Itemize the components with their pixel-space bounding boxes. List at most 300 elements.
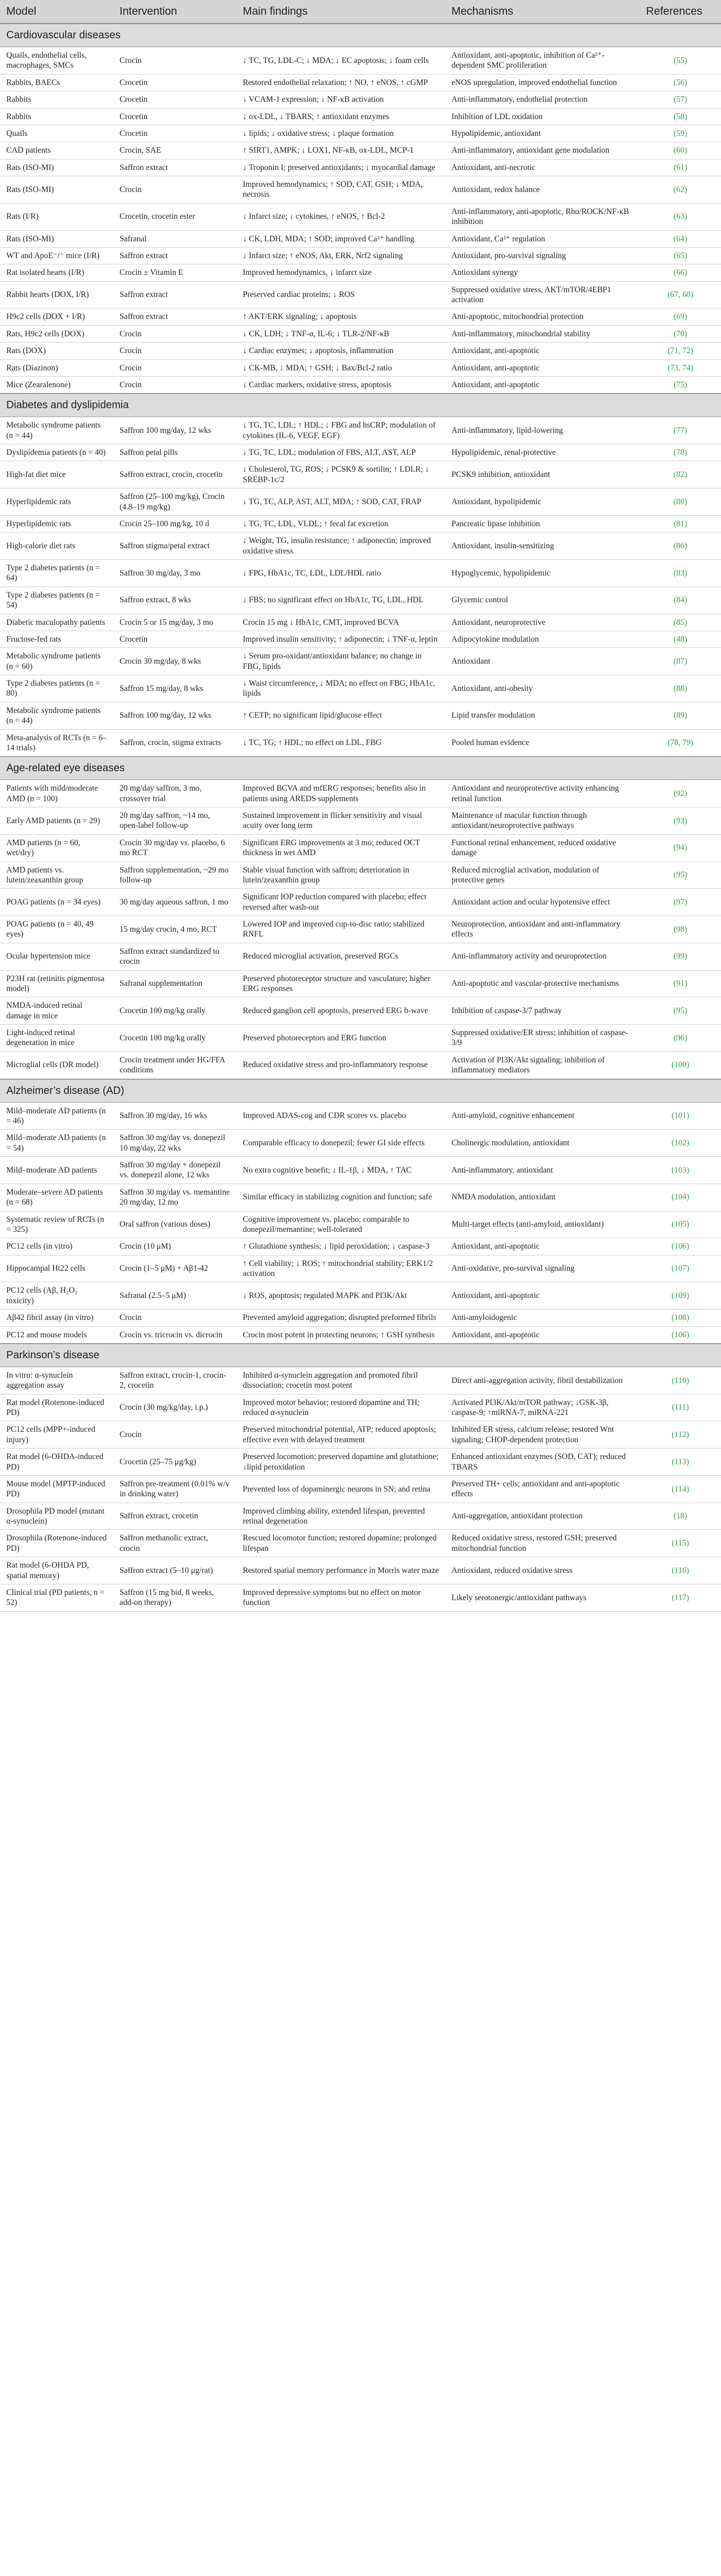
model-cell: Rats (DOX) [0,343,113,359]
findings-cell: Prevented amyloid aggregation; disrupted preformed fibrils [236,1310,445,1326]
findings-cell: Cognitive improvement vs. placebo; comparable to donepezil/memantine; well-tolerated [236,1211,445,1238]
findings-cell: Significant IOP reduction compared with placebo; effect reversed after wash-out [236,889,445,916]
reference-link[interactable]: (63) [640,203,721,230]
reference-link[interactable]: (104) [640,1184,721,1211]
reference-link[interactable]: (110) [640,1367,721,1394]
reference-link[interactable]: (113) [640,1449,721,1476]
model-cell: PC12 cells (MPP+-induced injury) [0,1421,113,1449]
model-cell: PC12 and mouse models [0,1326,113,1344]
reference-link[interactable]: (78, 79) [640,729,721,757]
reference-link[interactable]: (71, 72) [640,343,721,359]
header-mechanisms: Mechanisms [445,0,640,24]
findings-cell: Rescued locomotor function; restored dopamine; prolonged lifespan [236,1530,445,1557]
reference-link[interactable]: (109) [640,1282,721,1310]
intervention-cell: 20 mg/day saffron, ~14 mo, open-label follow-up [113,807,236,835]
intervention-cell: Saffron supplementation, ~29 mo follow-up [113,861,236,889]
mechanisms-cell: Hypoglycemic, hypolipidemic [445,560,640,587]
mechanisms-cell: Anti-amyloidogenic [445,1310,640,1326]
table-row [0,308,721,325]
table-row [0,1449,721,1476]
intervention-cell: Saffron extract (5–10 μg/rat) [113,1557,236,1584]
reference-link[interactable]: (96) [640,1025,721,1052]
reference-link[interactable]: (106) [640,1326,721,1344]
table-row [0,1211,721,1238]
intervention-cell: Crocin [113,1421,236,1449]
intervention-cell: Crocetin [113,125,236,142]
reference-link[interactable]: (57) [640,91,721,108]
intervention-cell: Saffron stigma/petal extract [113,533,236,560]
reference-link[interactable]: (94) [640,834,721,861]
mechanisms-cell: Activation of PI3K/Akt signaling; inhibition of inflammatory mediators [445,1051,640,1079]
reference-link[interactable]: (103) [640,1157,721,1184]
mechanisms-cell: eNOS upregulation, improved endothelial function [445,74,640,91]
findings-cell: ↓ VCAM-1 expression; ↓ NF-κB activation [236,91,445,108]
intervention-cell: Saffron, crocin, stigma extracts [113,729,236,757]
mechanisms-cell: Preserved TH+ cells; antioxidant and anti-apoptotic effects [445,1475,640,1503]
reference-link[interactable]: (98) [640,916,721,943]
table-row [0,1503,721,1530]
table-row [0,1557,721,1584]
mechanisms-cell: Likely serotonergic/antioxidant pathways [445,1584,640,1611]
reference-link[interactable]: (86) [640,533,721,560]
model-cell: High-fat diet mice [0,461,113,488]
intervention-cell: Crocin [113,1310,236,1326]
section-header-row [0,757,721,780]
findings-cell: Stable visual function with saffron; deterioration in lutein/zeaxanthin group [236,861,445,889]
model-cell: Mild–moderate AD patients (n = 46) [0,1102,113,1130]
mechanisms-cell: Antioxidant and neuroprotective activity enhancing retinal function [445,780,640,807]
reference-link[interactable]: (99) [640,943,721,970]
intervention-cell: Saffron extract [113,159,236,176]
findings-cell: ↓ TG, TC, LDL; ↑ HDL; ↓ FBG and hsCRP; modulation of cytokines (IL-6, VEGF, EGF) [236,417,445,444]
reference-link[interactable]: (117) [640,1584,721,1611]
mechanisms-cell: Adipocytokine modulation [445,631,640,647]
model-cell: Metabolic syndrome patients (n = 44) [0,702,113,729]
table-row [0,1326,721,1344]
mechanisms-cell: Hypolipidemic, antioxidant [445,125,640,142]
reference-link[interactable]: (66) [640,264,721,281]
section-title: Age-related eye diseases [0,757,721,780]
reference-link[interactable]: (95) [640,861,721,889]
model-cell: Patients with mild/moderate AMD (n = 100) [0,780,113,807]
mechanisms-cell: Anti-apoptotic, mitochondrial protection [445,308,640,325]
section-header-row [0,1079,721,1103]
model-cell: AMD patients (n = 60, wet/dry) [0,834,113,861]
mechanisms-cell: Inhibition of LDL oxidation [445,108,640,125]
model-cell: Aβ42 fibril assay (in vitro) [0,1310,113,1326]
findings-cell: Reduced microglial activation, preserved RGCs [236,943,445,970]
header-references: References [640,0,721,24]
section-header-row [0,24,721,47]
model-cell: Clinical trial (PD patients, n = 52) [0,1584,113,1611]
mechanisms-cell: Cholinergic modulation, antioxidant [445,1130,640,1157]
mechanisms-cell: Reduced microglial activation, modulation of protective genes [445,861,640,889]
section-title: Parkinson’s disease [0,1344,721,1367]
reference-link[interactable]: (56) [640,74,721,91]
table-row [0,560,721,587]
findings-cell: Restored endothelial relaxation; ↑ NO, ↑ eNOS, ↑ cGMP [236,74,445,91]
model-cell: Rats (I/R) [0,203,113,230]
table-row [0,889,721,916]
findings-cell: ↓ TC, TG; ↑ HDL; no effect on LDL, FBG [236,729,445,757]
mechanisms-cell: Suppressed oxidative stress, AKT/mTOR/4EBP1 activation [445,281,640,308]
findings-cell: Significant ERG improvements at 3 mo; reduced OCT thickness in wet AMD [236,834,445,861]
mechanisms-cell: Reduced oxidative stress, restored GSH; preserved mitochondrial function [445,1530,640,1557]
model-cell: Rats, H9c2 cells (DOX) [0,325,113,342]
findings-cell: ↓ Waist circumference, ↓ MDA; no effect on FBG, HbA1c, lipids [236,675,445,702]
mechanisms-cell: Anti-inflammatory, anti-apoptotic, Rho/ROCK/NF-κB inhibition [445,203,640,230]
mechanisms-cell: Antioxidant synergy [445,264,640,281]
mechanisms-cell: Inhibition of caspase-3/7 pathway [445,997,640,1025]
model-cell: AMD patients vs. lutein/zeaxanthin group [0,861,113,889]
model-cell: Quails [0,125,113,142]
reference-link[interactable]: (116) [640,1557,721,1584]
table-row [0,488,721,516]
findings-cell: Improved hemodynamics; ↑ SOD, CAT, GSH; ↓ MDA, necrosis [236,176,445,204]
findings-cell: Reduced oxidative stress and pro-inflammatory response [236,1051,445,1079]
mechanisms-cell: Antioxidant, anti-apoptotic [445,1282,640,1310]
intervention-cell: Saffron 15 mg/day, 8 wks [113,675,236,702]
findings-cell: ↓ TG, TC, ALP, AST, ALT, MDA; ↑ SOD, CAT, FRAP [236,488,445,516]
model-cell: Hyperlipidemic rats [0,515,113,532]
reference-link[interactable]: (77) [640,417,721,444]
reference-link[interactable]: (75) [640,376,721,393]
reference-link[interactable]: (89) [640,702,721,729]
intervention-cell: Saffron methanolic extract, crocin [113,1530,236,1557]
reference-link[interactable]: (85) [640,614,721,631]
reference-link[interactable]: (108) [640,1310,721,1326]
reference-link[interactable]: (18) [640,1503,721,1530]
reference-link[interactable]: (60) [640,142,721,159]
table-row [0,417,721,444]
mechanisms-cell: Pancreatic lipase inhibition [445,515,640,532]
table-row [0,614,721,631]
intervention-cell: Crocin 25–100 mg/kg, 10 d [113,515,236,532]
reference-link[interactable]: (65) [640,247,721,264]
intervention-cell: Crocin 30 mg/day vs. placebo, 6 mo RCT [113,834,236,861]
model-cell: Mouse model (MPTP-induced PD) [0,1475,113,1503]
mechanisms-cell: Anti-oxidative, pro-survival signaling [445,1255,640,1282]
model-cell: Fructose-fed rats [0,631,113,647]
reference-link[interactable]: (107) [640,1255,721,1282]
reference-link[interactable]: (55) [640,47,721,74]
model-cell: Rat model (6-OHDA PD, spatial memory) [0,1557,113,1584]
intervention-cell: Safranal (2.5–5 μM) [113,1282,236,1310]
intervention-cell: Crocetin, crocetin ester [113,203,236,230]
table-row [0,916,721,943]
table-row [0,74,721,91]
model-cell: PC12 cells (Aβ, H₂O₂ toxicity) [0,1282,113,1310]
intervention-cell: Safranal [113,230,236,247]
intervention-cell: Crocin, SAE [113,142,236,159]
findings-cell: Sustained improvement in flicker sensitivity and visual acuity over long term [236,807,445,835]
intervention-cell: Saffron extract, crocetin [113,1503,236,1530]
intervention-cell: Crocin (1–5 μM) + Aβ1-42 [113,1255,236,1282]
findings-cell: ↓ Serum pro-oxidant/antioxidant balance; no change in FBG, lipids [236,648,445,675]
table-row [0,142,721,159]
findings-cell: ↓ ox-LDL, ↓ TBARS; ↑ antioxidant enzymes [236,108,445,125]
mechanisms-cell: Antioxidant, anti-apoptotic [445,1238,640,1255]
intervention-cell: Saffron (25–100 mg/kg), Crocin (4.8–19 mg/kg) [113,488,236,516]
reference-link[interactable]: (93) [640,807,721,835]
table-row [0,997,721,1025]
mechanisms-cell: Glycemic control [445,587,640,614]
findings-cell: Comparable efficacy to donepezil; fewer GI side effects [236,1130,445,1157]
table-row [0,376,721,393]
findings-cell: ↑ AKT/ERK signaling; ↓ apoptosis [236,308,445,325]
intervention-cell: Oral saffron (various doses) [113,1211,236,1238]
intervention-cell: Saffron extract, crocin, crocetin [113,461,236,488]
reference-link[interactable]: (83) [640,560,721,587]
mechanisms-cell: Antioxidant, Ca²⁺ regulation [445,230,640,247]
model-cell: Hippocampal Ht22 cells [0,1255,113,1282]
table-row [0,47,721,74]
intervention-cell: Saffron 100 mg/day, 12 wks [113,417,236,444]
findings-cell: Preserved cardiac proteins; ↓ ROS [236,281,445,308]
reference-link[interactable]: (101) [640,1102,721,1130]
findings-cell: Inhibited α-synuclein aggregation and promoted fibril dissociation; crocetin most potent [236,1367,445,1394]
model-cell: P23H rat (retinitis pigmentosa model) [0,970,113,997]
reference-link[interactable]: (111) [640,1394,721,1421]
findings-cell: ↑ SIRT1, AMPK; ↓ LOX1, NF-κB, ox-LDL, MCP-1 [236,142,445,159]
table-row [0,247,721,264]
intervention-cell: Crocin vs. tricrocin vs. dicrocin [113,1326,236,1344]
findings-cell: Preserved locomotion; preserved dopamine and glutathione; ↓lipid peroxidation [236,1449,445,1476]
reference-link[interactable]: (69) [640,308,721,325]
mechanisms-cell: Antioxidant, pro-survival signaling [445,247,640,264]
table-row [0,702,721,729]
intervention-cell: Crocin [113,376,236,393]
table-row [0,359,721,376]
mechanisms-cell: Hypolipidemic, renal-protective [445,444,640,461]
findings-cell: ↓ Troponin I; preserved antioxidants; ↓ myocardial damage [236,159,445,176]
mechanisms-cell: Anti-inflammatory, antioxidant [445,1157,640,1184]
table-row [0,1102,721,1130]
mechanisms-cell: Anti-apoptotic and vascular-protective mechanisms [445,970,640,997]
findings-cell: ↓ ROS, apoptosis; regulated MAPK and PI3K/Akt [236,1282,445,1310]
table-row [0,970,721,997]
findings-cell: Improved insulin sensitivity; ↑ adiponectin; ↓ TNF-α, leptin [236,631,445,647]
model-cell: Rats (ISO-MI) [0,176,113,204]
model-cell: In vitro: α-synuclein aggregation assay [0,1367,113,1394]
model-cell: Rabbit hearts (DOX, I/R) [0,281,113,308]
table-row [0,1367,721,1394]
intervention-cell: Crocetin [113,108,236,125]
reference-link[interactable]: (87) [640,648,721,675]
mechanisms-cell: Anti-inflammatory activity and neuroprotection [445,943,640,970]
table-row [0,159,721,176]
reference-link[interactable]: (81) [640,515,721,532]
model-cell: Meta-analysis of RCTs (n = 6–14 trials) [0,729,113,757]
intervention-cell: Saffron extract, 8 wks [113,587,236,614]
table-row [0,1184,721,1211]
reference-link[interactable]: (97) [640,889,721,916]
reference-link[interactable]: (92) [640,780,721,807]
table-row [0,1310,721,1326]
mechanisms-cell: Anti-inflammatory, lipid-lowering [445,417,640,444]
model-cell: Microglial cells (DR model) [0,1051,113,1079]
model-cell: Light-induced retinal degeneration in mice [0,1025,113,1052]
reference-link[interactable]: (58) [640,108,721,125]
header-model: Model [0,0,113,24]
reference-link[interactable]: (48) [640,631,721,647]
intervention-cell: Crocetin [113,631,236,647]
table-row [0,1584,721,1611]
reference-link[interactable]: (102) [640,1130,721,1157]
model-cell: CAD patients [0,142,113,159]
model-cell: Dyslipidemia patients (n = 40) [0,444,113,461]
table-row [0,343,721,359]
intervention-cell: Crocin treatment under HG/FFA conditions [113,1051,236,1079]
table-row [0,533,721,560]
table-row [0,444,721,461]
mechanisms-cell: Antioxidant, insulin-sensitizing [445,533,640,560]
reference-link[interactable]: (64) [640,230,721,247]
table-row [0,281,721,308]
mechanisms-cell: Antioxidant, anti-apoptotic, inhibition of Ca²⁺-dependent SMC proliferation [445,47,640,74]
reference-link[interactable]: (105) [640,1211,721,1238]
mechanisms-cell: Multi-target effects (anti-amyloid, antioxidant) [445,1211,640,1238]
model-cell: Type 2 diabetes patients (n = 80) [0,675,113,702]
reference-link[interactable]: (91) [640,970,721,997]
model-cell: Rabbits [0,91,113,108]
intervention-cell: Saffron 30 mg/day, 3 mo [113,560,236,587]
findings-cell: ↑ Cell viability; ↓ ROS; ↑ mitochondrial stability; ERK1/2 activation [236,1255,445,1282]
intervention-cell: Saffron extract standardized to crocin [113,943,236,970]
intervention-cell: Saffron extract [113,281,236,308]
model-cell: WT and ApoE⁻/⁻ mice (I/R) [0,247,113,264]
intervention-cell: Crocin [113,343,236,359]
intervention-cell: 30 mg/day aqueous saffron, 1 mo [113,889,236,916]
model-cell: Rabbits [0,108,113,125]
findings-cell: Crocin most potent in protecting neurons; ↑ GSH synthesis [236,1326,445,1344]
intervention-cell: Saffron 30 mg/day vs. memantine 20 mg/day, 12 mo [113,1184,236,1211]
mechanisms-cell: Antioxidant, anti-obesity [445,675,640,702]
mechanisms-cell: Anti-inflammatory, endothelial protection [445,91,640,108]
intervention-cell: Saffron 30 mg/day + donepezil vs. donepezil alone, 12 wks [113,1157,236,1184]
table-row [0,1157,721,1184]
reference-link[interactable]: (106) [640,1238,721,1255]
reference-link[interactable]: (70) [640,325,721,342]
reference-link[interactable]: (61) [640,159,721,176]
table-row [0,176,721,204]
findings-cell: Crocin 15 mg ↓ HbA1c, CMT, improved BCVA [236,614,445,631]
table-body [0,24,721,1611]
mechanisms-cell: Antioxidant, anti-apoptotic [445,359,640,376]
model-cell: Drosophila (Rotenone-induced PD) [0,1530,113,1557]
model-cell: PC12 cells (in vitro) [0,1238,113,1255]
reference-link[interactable]: (80) [640,488,721,516]
table-row [0,1394,721,1421]
findings-cell: ↓ Infarct size; ↑ eNOS, Akt, ERK, Nrf2 signaling [236,247,445,264]
table-row [0,1238,721,1255]
model-cell: NMDA-induced retinal damage in mice [0,997,113,1025]
intervention-cell: Crocin [113,325,236,342]
table-row [0,807,721,835]
section-header-row [0,1344,721,1367]
reference-link[interactable]: (112) [640,1421,721,1449]
intervention-cell: Safranal supplementation [113,970,236,997]
model-cell: POAG patients (n = 40, 49 eyes) [0,916,113,943]
reference-link[interactable]: (100) [640,1051,721,1079]
mechanisms-cell: Anti-inflammatory, mitochondrial stability [445,325,640,342]
model-cell: Rats (Diazinon) [0,359,113,376]
findings-cell: Improved motor behavior; restored dopamine and TH; reduced α-synuclein [236,1394,445,1421]
model-cell: Metabolic syndrome patients (n = 44) [0,417,113,444]
mechanisms-cell: Antioxidant, hypolipidemic [445,488,640,516]
findings-cell: ↓ Cardiac enzymes; ↓ apoptosis, inflammation [236,343,445,359]
findings-cell: Similar efficacy in stabilizing cognition and function; safe [236,1184,445,1211]
intervention-cell: Saffron extract [113,308,236,325]
table-row [0,1051,721,1079]
mechanisms-cell: Pooled human evidence [445,729,640,757]
table-row [0,943,721,970]
findings-cell: ↓ CK, LDH, MDA; ↑ SOD; improved Ca²⁺ handling [236,230,445,247]
findings-cell: Improved climbing ability, extended lifespan, prevented retinal degeneration [236,1503,445,1530]
table-row [0,1255,721,1282]
reference-link[interactable]: (67, 68) [640,281,721,308]
mechanisms-cell: Neuroprotection, antioxidant and anti-inflammatory effects [445,916,640,943]
intervention-cell: Saffron pre-treatment (0.01% w/v in drinking water) [113,1475,236,1503]
reference-link[interactable]: (59) [640,125,721,142]
model-cell: Mild–moderate AD patients (n = 54) [0,1130,113,1157]
findings-cell: Preserved photoreceptor structure and vasculature; higher ERG responses [236,970,445,997]
table-row [0,631,721,647]
table-row [0,1130,721,1157]
reference-link[interactable]: (73, 74) [640,359,721,376]
intervention-cell: Saffron 30 mg/day, 16 wks [113,1102,236,1130]
section-title: Diabetes and dyslipidemia [0,393,721,417]
mechanisms-cell: Anti-amyloid, cognitive enhancement [445,1102,640,1130]
intervention-cell: 15 mg/day crocin, 4 mo, RCT [113,916,236,943]
findings-cell: ↓ lipids; ↓ oxidative stress; ↓ plaque formation [236,125,445,142]
model-cell: Rats (ISO-MI) [0,230,113,247]
findings-cell: ↓ Cardiac markers, oxidative stress, apoptosis [236,376,445,393]
reference-link[interactable]: (82) [640,461,721,488]
reference-link[interactable]: (78) [640,444,721,461]
mechanisms-cell: Antioxidant action and ocular hypotensive effect [445,889,640,916]
model-cell: Drosophila PD model (mutant α-synuclein) [0,1503,113,1530]
reference-link[interactable]: (115) [640,1530,721,1557]
intervention-cell: Saffron extract, crocin-1, crocin-2, crocetin [113,1367,236,1394]
table-row [0,1421,721,1449]
header-main-findings: Main findings [236,0,445,24]
mechanisms-cell: Antioxidant, neuroprotective [445,614,640,631]
findings-cell: Preserved mitochondrial potential, ATP; reduced apoptosis; effective even with delayed treatment [236,1421,445,1449]
intervention-cell: Crocin [113,176,236,204]
header-row [0,0,721,24]
intervention-cell: Crocetin [113,74,236,91]
reference-link[interactable]: (88) [640,675,721,702]
mechanisms-cell: Enhanced antioxidant enzymes (SOD, CAT); reduced TBARS [445,1449,640,1476]
mechanisms-cell: NMDA modulation, antioxidant [445,1184,640,1211]
intervention-cell: Crocin 5 or 15 mg/day, 3 mo [113,614,236,631]
model-cell: Diabetic maculopathy patients [0,614,113,631]
model-cell: Quails, endothelial cells, macrophages, SMCs [0,47,113,74]
intervention-cell: Crocin ± Vitamin E [113,264,236,281]
findings-cell: ↓ Cholesterol, TG, ROS; ↓ PCSK9 & sortilin; ↑ LDLR; ↓ SREBP-1c/2 [236,461,445,488]
reference-link[interactable]: (114) [640,1475,721,1503]
table-row [0,780,721,807]
findings-cell: Reduced ganglion cell apoptosis, preserved ERG b-wave [236,997,445,1025]
mechanisms-cell: Antioxidant, anti-apoptotic [445,343,640,359]
findings-cell: ↓ CK-MB, ↓ MDA; ↑ GSH; ↓ Bax/Bcl-2 ratio [236,359,445,376]
mechanisms-cell: Activated PI3K/Akt/mTOR pathway; ↓GSK-3β, caspase-9; ↑miRNA-7, miRNA-221 [445,1394,640,1421]
reference-link[interactable]: (62) [640,176,721,204]
reference-link[interactable]: (84) [640,587,721,614]
reference-link[interactable]: (95) [640,997,721,1025]
model-cell: Rat model (6-OHDA-induced PD) [0,1449,113,1476]
